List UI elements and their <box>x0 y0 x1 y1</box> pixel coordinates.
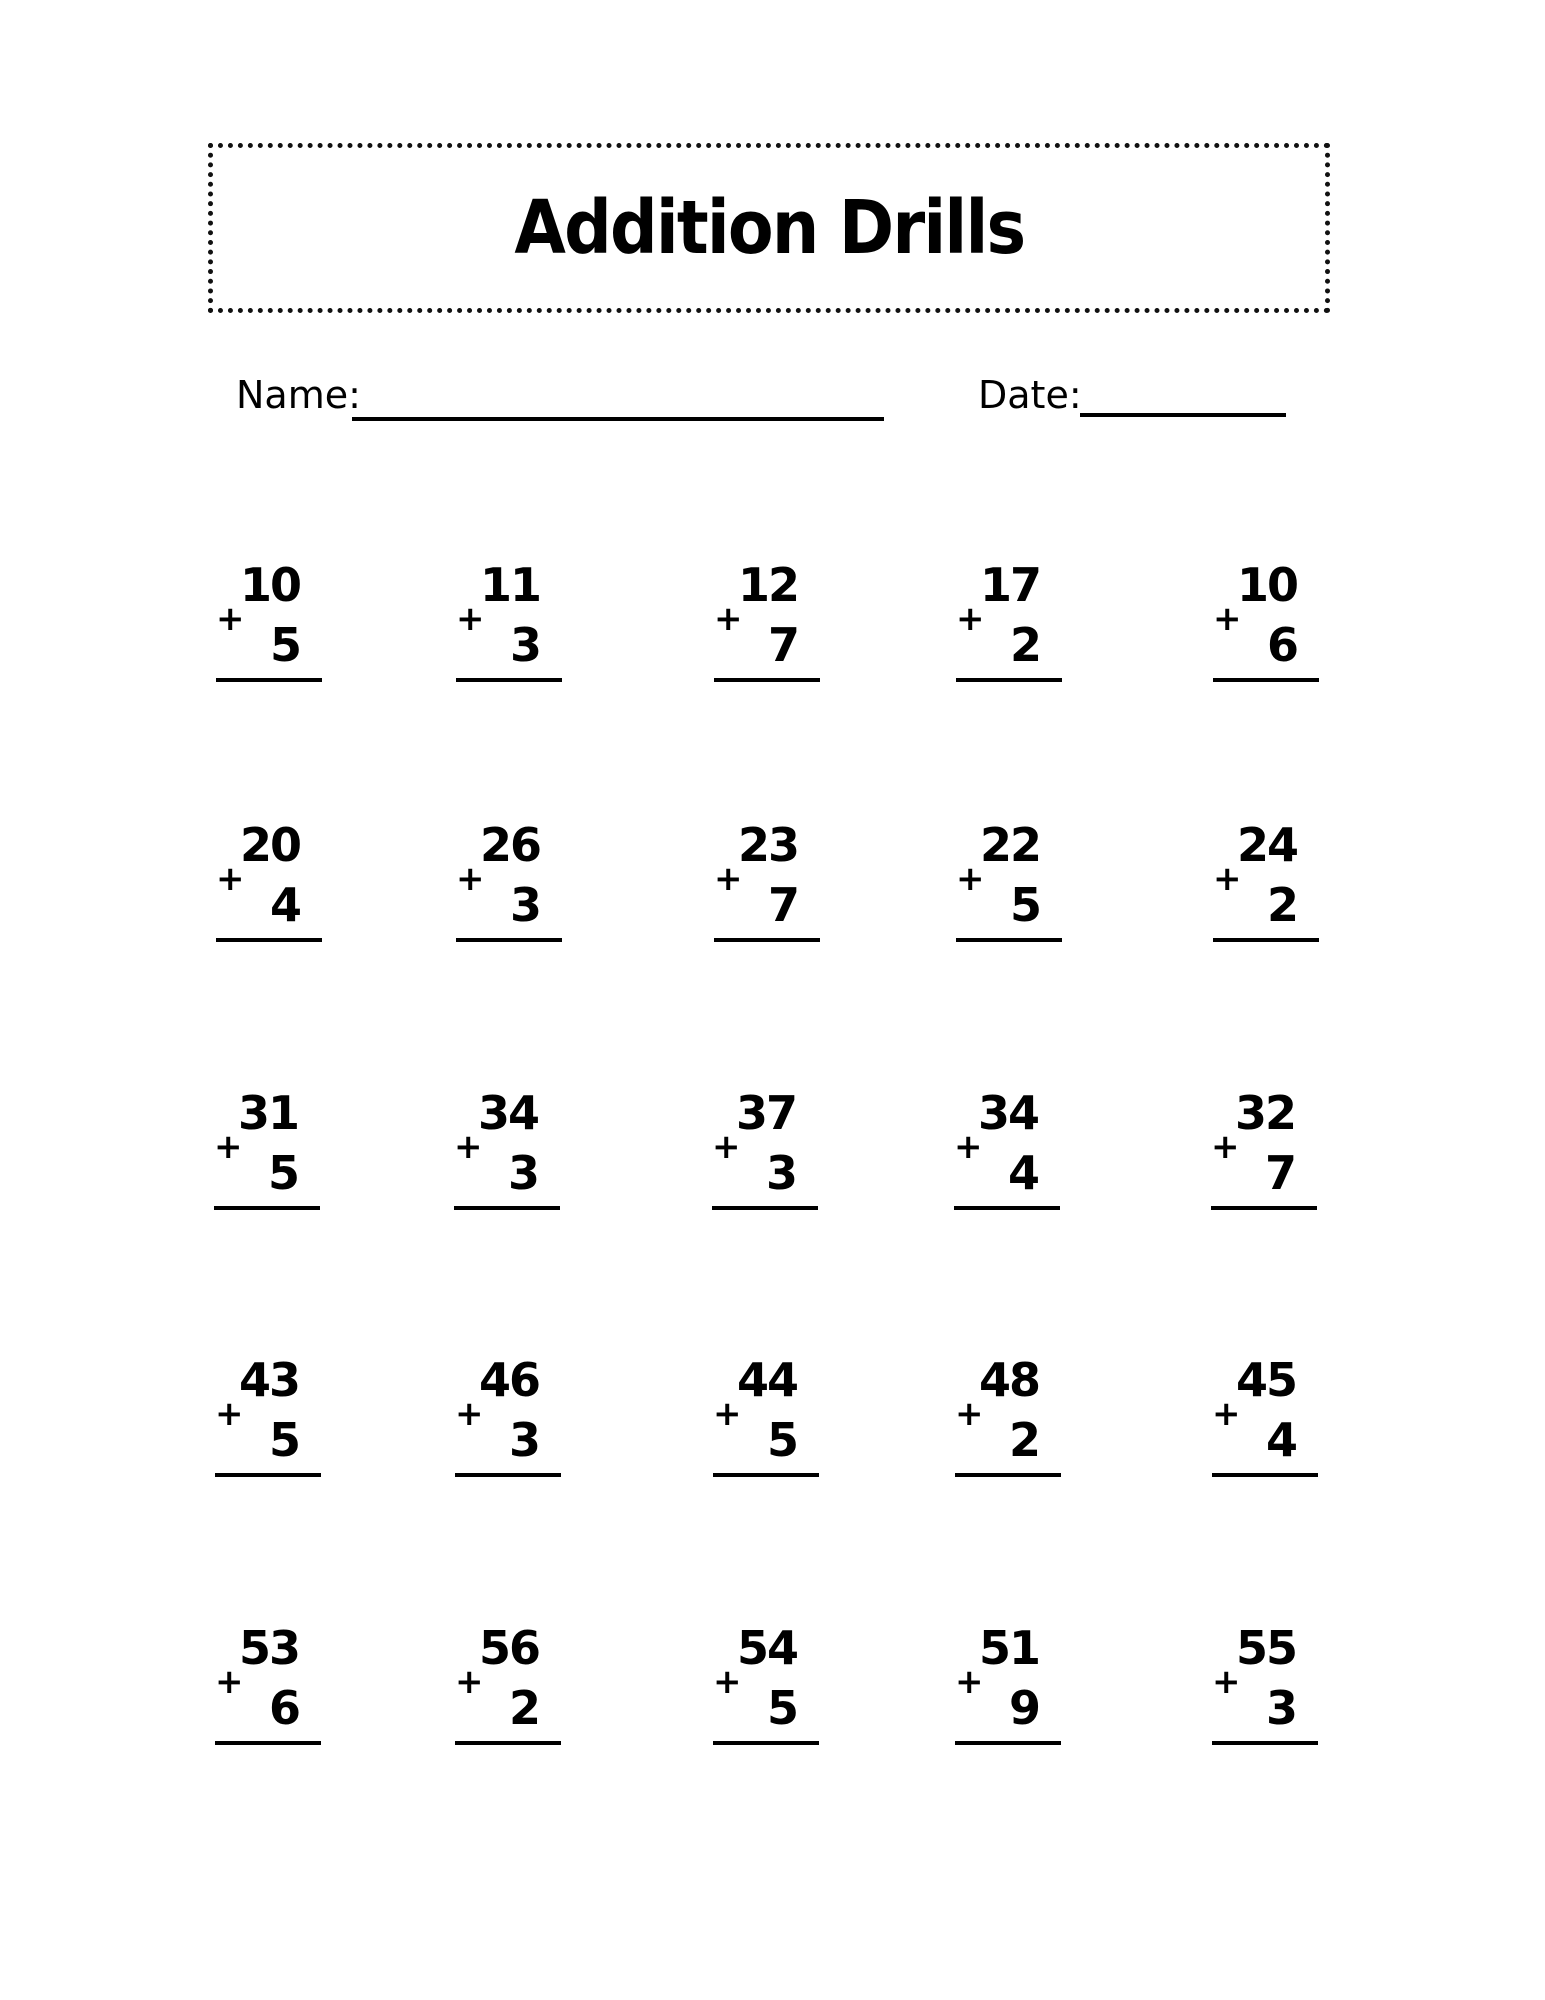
addend-top: 45 <box>1235 1353 1296 1407</box>
answer-line[interactable] <box>1213 938 1319 942</box>
plus-sign: + <box>215 1662 244 1702</box>
date-label: Date: <box>978 373 1082 417</box>
answer-line[interactable] <box>455 1741 561 1745</box>
answer-line[interactable] <box>1212 1741 1318 1745</box>
problem <box>456 818 562 942</box>
addend-top: 44 <box>736 1353 797 1407</box>
addend-top: 24 <box>1236 818 1297 872</box>
addend-top: 32 <box>1234 1086 1295 1140</box>
addend-bottom: 2 <box>1009 618 1040 672</box>
addend-bottom: 3 <box>765 1146 796 1200</box>
addend-bottom: 5 <box>269 618 300 672</box>
addend-bottom: 6 <box>1266 618 1297 672</box>
addend-bottom: 4 <box>1265 1413 1296 1467</box>
addend-bottom: 5 <box>267 1146 298 1200</box>
answer-line[interactable] <box>714 678 820 682</box>
addend-top: 53 <box>238 1621 299 1675</box>
problem <box>955 1621 1061 1745</box>
problem <box>215 1621 321 1745</box>
problem <box>214 1086 320 1210</box>
addend-top: 34 <box>477 1086 538 1140</box>
addend-top: 54 <box>736 1621 797 1675</box>
problem <box>956 558 1062 682</box>
page-title: Addition Drills <box>513 185 1024 271</box>
plus-sign: + <box>216 599 245 639</box>
addend-bottom: 2 <box>1266 878 1297 932</box>
plus-sign: + <box>713 1662 742 1702</box>
answer-line[interactable] <box>956 938 1062 942</box>
addend-top: 46 <box>478 1353 539 1407</box>
name-label: Name: <box>236 373 361 417</box>
plus-sign: + <box>454 1127 483 1167</box>
problem <box>712 1086 818 1210</box>
plus-sign: + <box>954 1127 983 1167</box>
plus-sign: + <box>1213 859 1242 899</box>
answer-line[interactable] <box>216 938 322 942</box>
plus-sign: + <box>455 1394 484 1434</box>
addend-bottom: 5 <box>766 1413 797 1467</box>
problem <box>456 558 562 682</box>
addend-bottom: 9 <box>1008 1681 1039 1735</box>
plus-sign: + <box>215 1394 244 1434</box>
plus-sign: + <box>714 599 743 639</box>
addend-top: 10 <box>239 558 300 612</box>
addend-top: 31 <box>237 1086 298 1140</box>
title-box <box>208 143 1330 313</box>
addend-bottom: 6 <box>268 1681 299 1735</box>
answer-line[interactable] <box>214 1206 320 1210</box>
problem <box>455 1353 561 1477</box>
plus-sign: + <box>1211 1127 1240 1167</box>
addend-top: 56 <box>478 1621 539 1675</box>
addend-bottom: 2 <box>1008 1413 1039 1467</box>
plus-sign: + <box>713 1394 742 1434</box>
addend-top: 22 <box>979 818 1040 872</box>
addend-bottom: 3 <box>509 878 540 932</box>
plus-sign: + <box>216 859 245 899</box>
answer-line[interactable] <box>216 678 322 682</box>
plus-sign: + <box>955 1662 984 1702</box>
answer-line[interactable] <box>956 678 1062 682</box>
answer-line[interactable] <box>713 1741 819 1745</box>
addend-top: 10 <box>1236 558 1297 612</box>
addend-bottom: 5 <box>268 1413 299 1467</box>
addend-top: 11 <box>479 558 540 612</box>
addend-top: 37 <box>735 1086 796 1140</box>
problem <box>455 1621 561 1745</box>
answer-line[interactable] <box>713 1473 819 1477</box>
addend-bottom: 3 <box>507 1146 538 1200</box>
answer-line[interactable] <box>456 678 562 682</box>
problem <box>1211 1086 1317 1210</box>
problem <box>954 1086 1060 1210</box>
problem <box>1213 558 1319 682</box>
addend-bottom: 7 <box>767 618 798 672</box>
addend-bottom: 2 <box>508 1681 539 1735</box>
addend-top: 55 <box>1235 1621 1296 1675</box>
addend-bottom: 3 <box>1265 1681 1296 1735</box>
problem <box>956 818 1062 942</box>
plus-sign: + <box>456 859 485 899</box>
problem <box>955 1353 1061 1477</box>
answer-line[interactable] <box>712 1206 818 1210</box>
addend-top: 34 <box>977 1086 1038 1140</box>
addend-bottom: 7 <box>1264 1146 1295 1200</box>
answer-line[interactable] <box>455 1473 561 1477</box>
problem <box>216 818 322 942</box>
addend-bottom: 5 <box>1009 878 1040 932</box>
addend-bottom: 7 <box>767 878 798 932</box>
plus-sign: + <box>955 1394 984 1434</box>
answer-line[interactable] <box>454 1206 560 1210</box>
answer-line[interactable] <box>955 1473 1061 1477</box>
plus-sign: + <box>455 1662 484 1702</box>
problem <box>713 1353 819 1477</box>
plus-sign: + <box>714 859 743 899</box>
addend-bottom: 4 <box>1007 1146 1038 1200</box>
plus-sign: + <box>956 599 985 639</box>
addend-top: 17 <box>979 558 1040 612</box>
answer-line[interactable] <box>955 1741 1061 1745</box>
problem <box>714 818 820 942</box>
answer-line[interactable] <box>954 1206 1060 1210</box>
date-field[interactable] <box>1080 413 1286 417</box>
answer-line[interactable] <box>1213 678 1319 682</box>
addend-top: 51 <box>978 1621 1039 1675</box>
plus-sign: + <box>456 599 485 639</box>
addend-bottom: 5 <box>766 1681 797 1735</box>
addend-bottom: 3 <box>508 1413 539 1467</box>
problem <box>714 558 820 682</box>
answer-line[interactable] <box>215 1741 321 1745</box>
addend-bottom: 3 <box>509 618 540 672</box>
problem <box>1212 1353 1318 1477</box>
answer-line[interactable] <box>714 938 820 942</box>
problem <box>216 558 322 682</box>
problem <box>713 1621 819 1745</box>
addend-bottom: 4 <box>269 878 300 932</box>
addend-top: 43 <box>238 1353 299 1407</box>
problem <box>454 1086 560 1210</box>
addend-top: 20 <box>239 818 300 872</box>
answer-line[interactable] <box>456 938 562 942</box>
plus-sign: + <box>214 1127 243 1167</box>
plus-sign: + <box>1213 599 1242 639</box>
name-field[interactable] <box>352 417 884 421</box>
answer-line[interactable] <box>1212 1473 1318 1477</box>
answer-line[interactable] <box>1211 1206 1317 1210</box>
addend-top: 12 <box>737 558 798 612</box>
addend-top: 23 <box>737 818 798 872</box>
plus-sign: + <box>1212 1394 1241 1434</box>
problem <box>1213 818 1319 942</box>
addend-top: 26 <box>479 818 540 872</box>
plus-sign: + <box>712 1127 741 1167</box>
addend-top: 48 <box>978 1353 1039 1407</box>
plus-sign: + <box>956 859 985 899</box>
plus-sign: + <box>1212 1662 1241 1702</box>
problem <box>1212 1621 1318 1745</box>
answer-line[interactable] <box>215 1473 321 1477</box>
problem <box>215 1353 321 1477</box>
